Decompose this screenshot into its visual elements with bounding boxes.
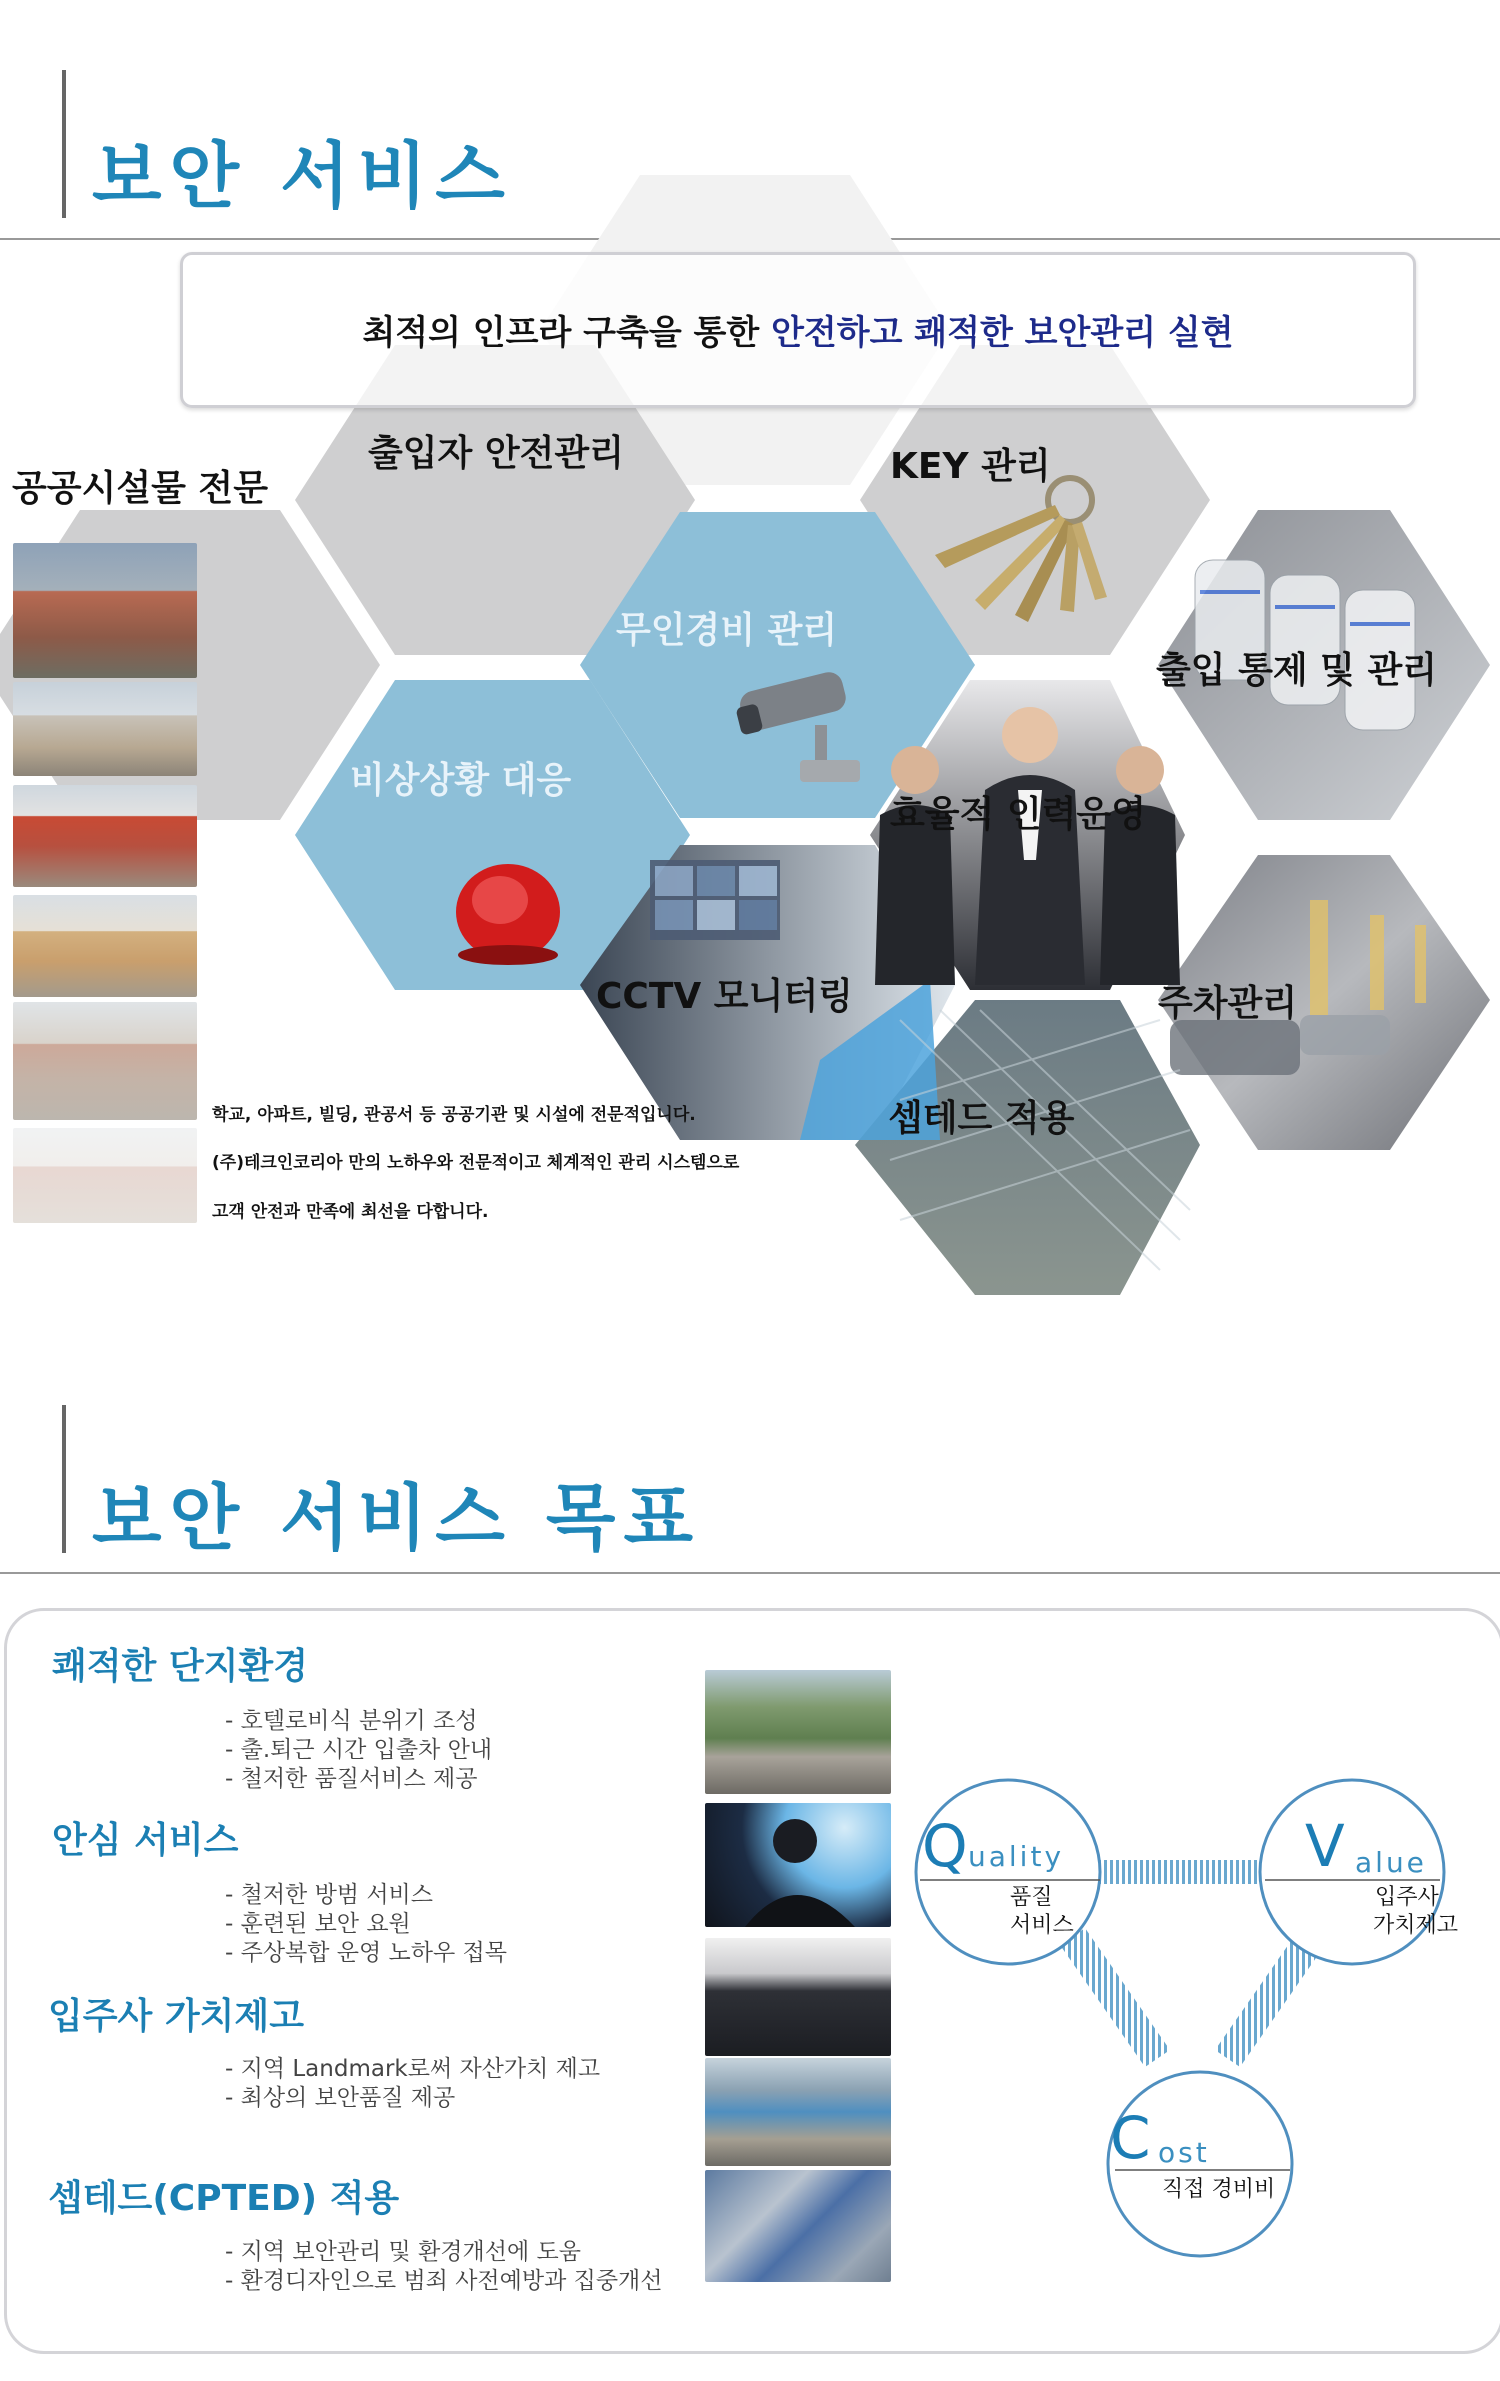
description-line-1: 학교, 아파트, 빌딩, 관공서 등 공공기관 및 시설에 전문적입니다. <box>212 1105 696 1125</box>
goal-heading-cpted: 셉테드(CPTED) 적용 <box>48 2178 400 2219</box>
value-caption-2: 가치제고 <box>1373 1913 1459 1938</box>
goal-item: - 지역 Landmark로써 자산가치 제고 <box>225 2056 601 2082</box>
goal-photo-lobby <box>705 1670 891 1794</box>
qv-connector <box>1085 1860 1275 1884</box>
building-photo-2 <box>13 682 197 776</box>
building-photo-3 <box>13 785 197 887</box>
slogan-banner <box>180 252 1416 408</box>
section-title-security-goals: 보안 서비스 목표 <box>92 1476 701 1560</box>
public-facility-label: 공공시설물 전문 <box>12 468 268 509</box>
goal-photo-street <box>705 2058 891 2166</box>
guard-silhouette <box>705 1803 891 1927</box>
hex-label-cpted: 셉테드 적용 <box>888 1098 1075 1139</box>
hex-label-parking: 주차관리 <box>1158 983 1298 1024</box>
goal-item: - 최상의 보안품질 제공 <box>225 2085 456 2111</box>
cost-letter: C <box>1110 2104 1151 2172</box>
goal-item: - 출.퇴근 시간 입출차 안내 <box>225 1737 493 1763</box>
section-title-security-service: 보안 서비스 <box>92 134 513 218</box>
quality-letter: Q <box>922 1812 968 1880</box>
siren-icon <box>456 864 560 965</box>
building-photo-1 <box>13 543 197 678</box>
goal-photo-security-guard <box>705 1803 891 1927</box>
goal-item: - 지역 보안관리 및 환경개선에 도움 <box>225 2239 581 2265</box>
goal-item: - 훈련된 보안 요원 <box>225 1911 411 1937</box>
goal-heading-tenant-value: 입주사 가치제고 <box>48 1996 304 2037</box>
hex-label-staffing: 효율적 인력운영 <box>890 794 1146 835</box>
hex-label-key: KEY 관리 <box>890 446 1051 487</box>
goal-item: - 호텔로비식 분위기 조성 <box>225 1708 478 1734</box>
cost-caption: 직접 경비비 <box>1162 2177 1276 2202</box>
section2-divider <box>0 1572 1500 1574</box>
goal-item: - 주상복합 운영 노하우 접목 <box>225 1940 507 1966</box>
hex-label-cctv: CCTV 모니터링 <box>596 976 853 1017</box>
slogan-prefix: 최적의 인프라 구축을 통한 <box>362 313 772 353</box>
hex-label-emergency: 비상상황 대응 <box>350 760 572 801</box>
goal-item: - 철저한 품질서비스 제공 <box>225 1766 478 1792</box>
hex-label-access: 출입 통제 및 관리 <box>1156 650 1438 691</box>
goal-heading-environment: 쾌적한 단지환경 <box>52 1646 308 1687</box>
goal-item: - 철저한 방범 서비스 <box>225 1882 433 1908</box>
staff-figures <box>875 707 1180 985</box>
hex-label-entry-safety: 출입자 안전관리 <box>368 433 624 474</box>
slogan-highlight: 안전하고 쾌적한 보안관리 실현 <box>771 313 1234 353</box>
cost-rest: ost <box>1158 2136 1210 2169</box>
monitor-wall <box>650 860 780 940</box>
hex-label-unmanned: 무인경비 관리 <box>616 610 838 651</box>
section2-title-bar <box>62 1405 66 1553</box>
building-photo-5 <box>13 1002 197 1120</box>
goal-heading-safe-service: 안심 서비스 <box>52 1820 239 1861</box>
value-caption-1: 입주사 <box>1375 1885 1439 1910</box>
value-rest: alue <box>1355 1846 1427 1879</box>
building-photo-4 <box>13 895 197 997</box>
building-photo-6 <box>13 1128 197 1223</box>
goal-item: - 환경디자인으로 범죄 사전예방과 집중개선 <box>225 2268 663 2294</box>
qc-connector <box>1060 1928 1170 2067</box>
description-line-2: (주)테크인코리아 만의 노하우와 전문적이고 체계적인 관리 시스템으로 <box>212 1153 740 1173</box>
goal-photo-staff <box>705 1938 891 2056</box>
description-line-3: 고객 안전과 만족에 최선을 다합니다. <box>212 1202 489 1222</box>
value-letter: V <box>1305 1812 1345 1880</box>
goal-photo-cpted <box>705 2170 891 2282</box>
quality-caption-2: 서비스 <box>1010 1913 1074 1938</box>
quality-caption-1: 품질 <box>1010 1885 1053 1910</box>
quality-rest: uality <box>968 1840 1065 1873</box>
slogan-text <box>183 305 1413 354</box>
